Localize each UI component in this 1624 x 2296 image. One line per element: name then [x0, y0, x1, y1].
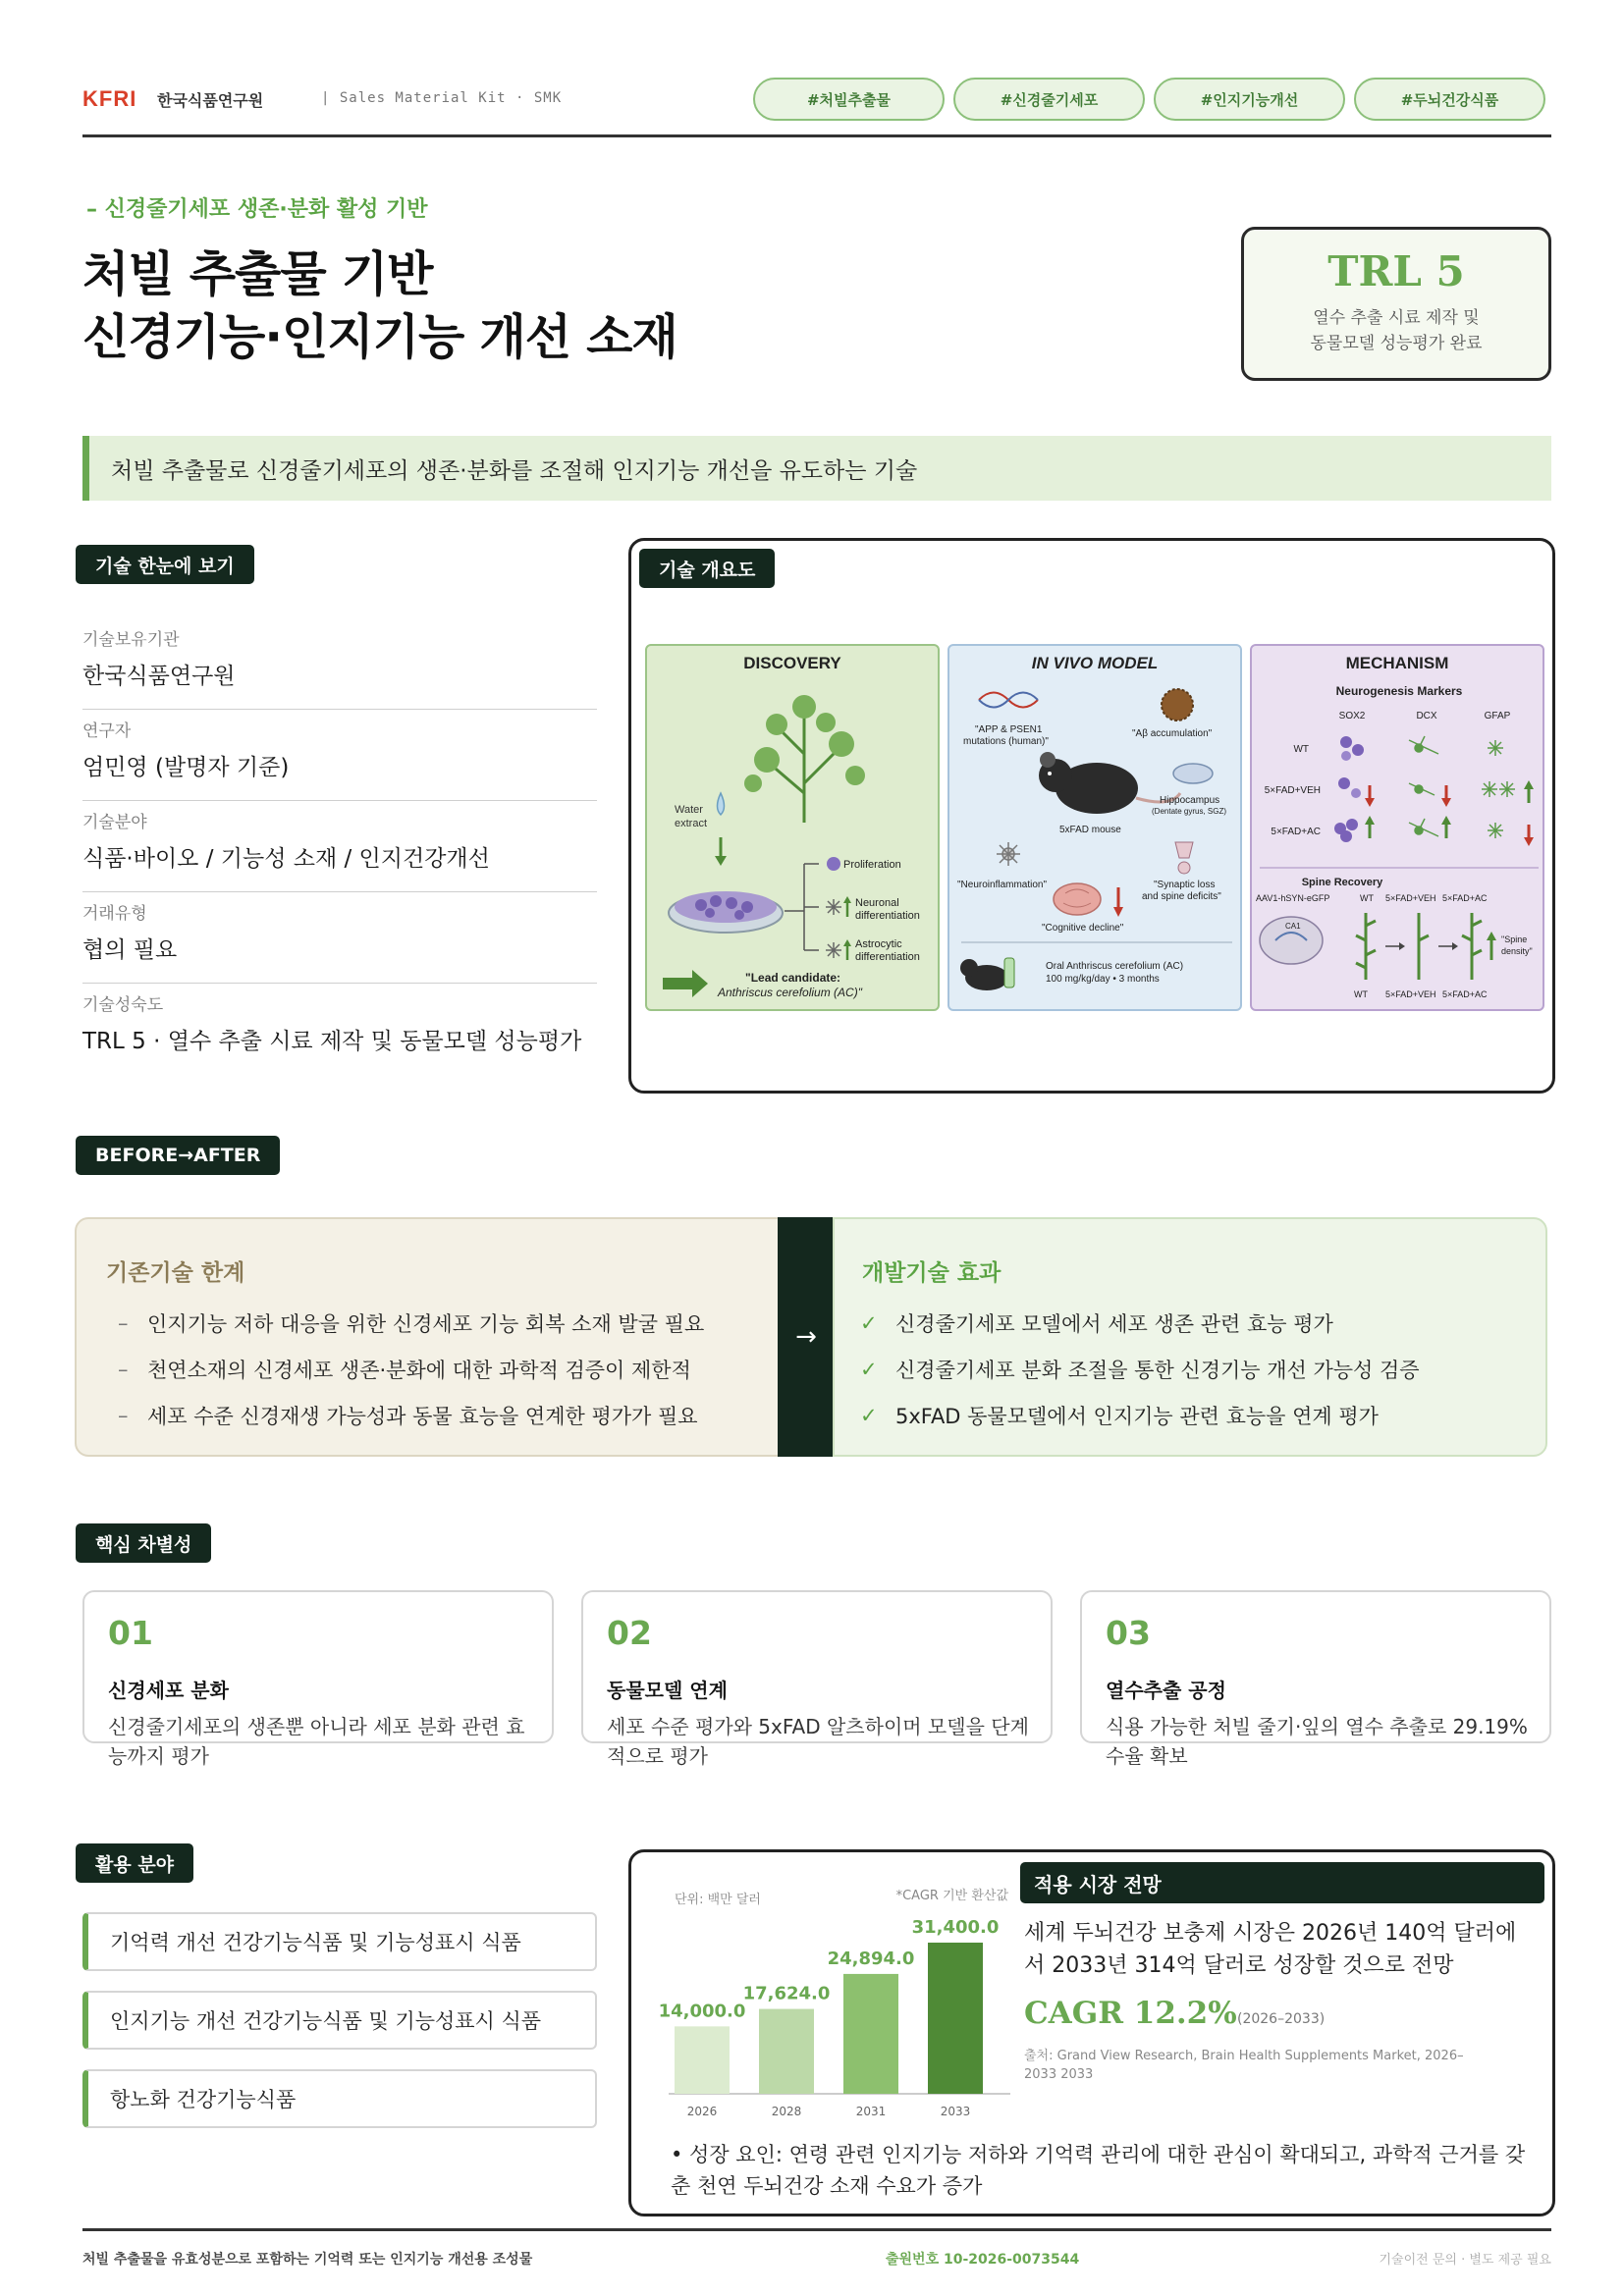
info-row — [82, 801, 597, 892]
info-row — [82, 618, 597, 710]
neuronal-label: Neuronal — [855, 897, 899, 909]
market-box — [628, 1849, 1555, 2216]
overview-figure — [645, 644, 1544, 1011]
section-label-overview: 기술 개요도 — [639, 549, 775, 588]
hashtag-chip[interactable]: #처빌추출물 — [753, 78, 945, 121]
card-description: 식용 가능한 처빌 줄기·잎의 열수 추출로 29.19% 수율 확보 — [1106, 1715, 1528, 1768]
chart-bar — [675, 2026, 730, 2094]
spine-col-label: 5×FAD+AC — [1442, 893, 1488, 903]
row-label: 5×FAD+VEH — [1264, 785, 1321, 796]
page-header — [82, 73, 1551, 137]
footer-application-number: 출원번호 10-2026-0073544 — [886, 2252, 1080, 2268]
info-key: 기술보유기관 — [82, 630, 180, 650]
extract-label: extract — [675, 818, 708, 829]
list-item — [860, 1346, 1420, 1392]
application-item: 항노화 건강기능식품 — [82, 2069, 597, 2128]
microglia-icon — [997, 842, 1020, 866]
spine-col-label: 5×FAD+VEH — [1385, 893, 1436, 903]
check-icon: ✓ — [860, 1357, 878, 1381]
card-number: 01 — [108, 1614, 153, 1652]
card-description: 신경줄기세포의 생존뿐 아니라 세포 분화 관련 효능까지 평가 — [108, 1715, 525, 1768]
before-after-panel — [75, 1217, 1547, 1457]
info-key: 거래유형 — [82, 904, 147, 924]
astrocytic-label: Astrocytic — [855, 938, 902, 950]
hashtag-chip[interactable]: #인지기능개선 — [1154, 78, 1345, 121]
in-vivo-panel — [947, 644, 1242, 1011]
hashtag-chip[interactable]: #두뇌건강식품 — [1354, 78, 1545, 121]
abeta-label: "Aβ accumulation" — [1132, 728, 1213, 739]
markers-label: Neurogenesis Markers — [1335, 684, 1463, 698]
petri-dish-icon — [669, 891, 783, 933]
market-description: 세계 두뇌건강 보충제 시장은 2026년 140억 달러에서 2033년 314억 달러로 성장할 것으로 전망 — [1024, 1921, 1517, 1978]
lead-arrow-icon — [663, 970, 708, 997]
cagr-period: (2026–2033) — [1237, 2011, 1326, 2027]
chart-value-label: 14,000.0 — [658, 2001, 746, 2022]
chart-value-label: 17,624.0 — [742, 1983, 831, 2004]
synapse-icon — [1175, 842, 1193, 874]
application-list — [82, 1912, 597, 2148]
after-title: 개발기술 효과 — [862, 1260, 1001, 1286]
discovery-panel — [645, 644, 940, 1011]
list-item-text: 신경줄기세포 분화 조절을 통한 신경기능 개선 가능성 검증 — [895, 1358, 1420, 1382]
trl-description — [1244, 305, 1548, 356]
hashtag-list — [753, 78, 1545, 121]
differentiation-label: differentiation — [855, 951, 920, 963]
spine-label: Spine Recovery — [1301, 877, 1383, 888]
market-source: 출처: Grand View Research, Brain Health Supplements Market, 2026–2033 2033 — [1024, 2049, 1464, 2082]
info-key: 연구자 — [82, 721, 132, 741]
growth-driver: • 성장 요인: 연령 관련 인지기능 저하와 기억력 관리에 대한 관심이 확대되고, 과학적 근거를 갖춘 천연 두뇌건강 소재 수요가 증가 — [671, 2143, 1526, 2198]
panel-title: IN VIVO MODEL — [1031, 654, 1159, 672]
amyloid-plaque-icon — [1162, 689, 1193, 721]
density-label: density" — [1501, 946, 1533, 956]
summary-banner: 처빌 추출물로 신경줄기세포의 생존·분화를 조절해 인지기능 개선을 유도하는 기술 — [82, 436, 1551, 501]
brain-icon — [1054, 883, 1101, 915]
list-item — [860, 1392, 1420, 1438]
info-value: 식품·바이오 / 기능성 소재 / 인지건강개선 — [82, 846, 490, 872]
lead-species-label: Anthriscus cerefolium (AC)" — [718, 986, 862, 999]
info-key: 기술성숙도 — [82, 995, 164, 1015]
section-label-before-after: BEFORE→AFTER — [76, 1136, 280, 1175]
section-label-differentiators: 핵심 차별성 — [76, 1523, 211, 1563]
differentiator-card — [1080, 1590, 1551, 1768]
differentiator-card — [581, 1590, 1053, 1768]
col-label: SOX2 — [1338, 711, 1366, 721]
card-title: 신경세포 분화 — [108, 1679, 229, 1702]
trl-line: 동물모델 성능평가 완료 — [1310, 334, 1483, 353]
before-title: 기존기술 한계 — [106, 1260, 245, 1286]
trl-line: 열수 추출 시료 제작 및 — [1313, 308, 1480, 328]
chart-unit-note: 단위: 백만 달러 — [675, 1893, 761, 1907]
list-item-text: 인지기능 저하 대응을 위한 신경세포 기능 회복 소재 발굴 필요 — [147, 1311, 705, 1336]
application-item: 인지기능 개선 건강기능식품 및 기능성표시 식품 — [82, 1991, 597, 2050]
lead-label: "Lead candidate: — [745, 971, 841, 985]
dash-icon: – — [118, 1357, 129, 1381]
hippocampus-icon — [1173, 764, 1213, 783]
ca1-label: CA1 — [1285, 922, 1301, 931]
hippocampus-label: Hippocampus — [1160, 795, 1220, 806]
chart-bar — [843, 1974, 898, 2094]
inflammation-label: "Neuroinflammation" — [957, 880, 1048, 890]
market-bar-chart — [641, 1852, 1026, 2133]
oral-dosing-icon — [960, 958, 1014, 990]
col-label: DCX — [1416, 711, 1437, 721]
list-item-text: 천연소재의 신경세포 생존·분화에 대한 과학적 검증이 제한적 — [147, 1358, 691, 1382]
hippocampus-sub-label: (Dentate gyrus, SGZ) — [1152, 807, 1227, 816]
cagr-value: CAGR 12.2% — [1024, 1996, 1237, 2031]
title-line: 처빌 추출물 기반 — [82, 246, 433, 302]
chart-tick-label: 2028 — [771, 2105, 802, 2118]
gfap-astrocytes — [1482, 740, 1515, 838]
section-label-applications: 활용 분야 — [76, 1843, 193, 1883]
info-value: 협의 필요 — [82, 937, 178, 963]
check-icon: ✓ — [860, 1310, 878, 1335]
trl-badge — [1241, 227, 1551, 381]
list-item-text: 5xFAD 동물모델에서 인지기능 관련 효능을 연계 평가 — [895, 1404, 1379, 1428]
list-item — [118, 1392, 704, 1438]
chart-cagr-note: *CAGR 기반 환산값 — [895, 1889, 1008, 1903]
spine-col-label: 5×FAD+VEH — [1385, 989, 1436, 999]
kfri-logo: KFRI — [82, 86, 137, 111]
mechanism-panel — [1250, 644, 1544, 1011]
trl-level: TRL 5 — [1327, 247, 1465, 295]
app-label: "APP & PSEN1 — [975, 724, 1043, 735]
after-box — [833, 1217, 1547, 1457]
plant-icon — [744, 695, 865, 823]
panel-title: MECHANISM — [1345, 654, 1449, 672]
list-item — [118, 1300, 704, 1346]
card-number: 03 — [1106, 1614, 1151, 1652]
dash-icon: – — [118, 1403, 129, 1427]
water-label: Water — [675, 804, 703, 816]
list-item-text: 세포 수준 신경재생 가능성과 동물 효능을 연계한 평가가 필요 — [147, 1404, 698, 1428]
chart-bar — [928, 1943, 983, 2094]
mouse-label: 5xFAD mouse — [1059, 825, 1121, 835]
section-label-glance: 기술 한눈에 보기 — [76, 545, 254, 584]
list-item-text: 신경줄기세포 모델에서 세포 생존 관련 효능 평가 — [895, 1311, 1333, 1336]
overview-box — [628, 538, 1555, 1094]
card-number: 02 — [607, 1614, 652, 1652]
chart-bar — [759, 2009, 814, 2094]
chart-tick-label: 2033 — [940, 2105, 971, 2118]
density-label: "Spine — [1501, 934, 1528, 944]
info-value: 엄민영 (발명자 기준) — [82, 755, 290, 780]
card-description: 세포 수준 평가와 5xFAD 알츠하이머 모델을 단계적으로 평가 — [607, 1715, 1029, 1768]
card-title: 동물모델 연계 — [607, 1679, 728, 1702]
arrow-right-icon: → — [778, 1217, 835, 1457]
chart-tick-label: 2026 — [686, 2105, 718, 2118]
kit-label: | Sales Material Kit · SMK — [321, 90, 563, 106]
dash-icon: – — [118, 1310, 129, 1335]
cognitive-label: "Cognitive decline" — [1042, 923, 1124, 934]
chart-value-label: 24,894.0 — [827, 1948, 915, 1969]
eyebrow-text: – 신경줄기세포 생존·분화 활성 기반 — [86, 197, 428, 222]
spine-col-label: 5×FAD+AC — [1442, 989, 1488, 999]
water-drop-icon — [718, 793, 725, 815]
org-name: 한국식품연구원 — [157, 91, 264, 110]
row-label: 5×FAD+AC — [1271, 827, 1321, 837]
footer-invention-title: 처빌 추출물을 유효성분으로 포함하는 기억력 또는 인지기능 개선용 조성물 — [82, 2252, 533, 2268]
list-item — [118, 1346, 704, 1392]
sox2-cells — [1334, 736, 1364, 842]
mechanism-illustration — [1252, 646, 1546, 1013]
dose-label: 100 mg/kg/day • 3 months — [1046, 974, 1160, 985]
info-row — [82, 710, 597, 801]
footer-contact: 기술이전 문의 · 별도 제공 필요 — [1379, 2253, 1551, 2268]
proliferation-label: Proliferation — [843, 859, 901, 871]
aav-label: AAV1-hSYN-eGFP — [1256, 893, 1330, 903]
spine-col-label: WT — [1354, 989, 1368, 999]
info-row — [82, 984, 597, 1075]
differentiator-cards — [82, 1590, 1551, 1768]
application-item: 기억력 개선 건강기능식품 및 기능성표시 식품 — [82, 1912, 597, 1971]
oral-label: Oral Anthriscus cerefolium (AC) — [1046, 961, 1184, 972]
synaptic-label: "Synaptic loss — [1154, 880, 1216, 890]
info-row — [82, 892, 597, 984]
card-title: 열수추출 공정 — [1106, 1679, 1226, 1702]
section-label-market: 적용 시장 전망 — [1020, 1862, 1544, 1903]
hashtag-chip[interactable]: #신경줄기세포 — [953, 78, 1145, 121]
discovery-illustration — [647, 646, 942, 1013]
dcx-neurons — [1409, 736, 1438, 836]
after-list — [860, 1300, 1420, 1438]
app-label: mutations (human)" — [963, 736, 1049, 747]
row-label: WT — [1293, 744, 1309, 755]
col-label: GFAP — [1484, 711, 1511, 721]
info-value: TRL 5 · 열수 추출 시료 제작 및 동물모델 성능평가 — [82, 1029, 582, 1054]
dendrite-spines — [1356, 913, 1482, 980]
chart-value-label: 31,400.0 — [911, 1917, 1000, 1938]
page-title — [82, 243, 677, 369]
chart-tick-label: 2031 — [855, 2105, 887, 2118]
tech-info-list — [82, 618, 597, 1075]
synaptic-label: and spine deficits" — [1142, 891, 1221, 902]
spine-col-label: WT — [1360, 893, 1374, 903]
panel-title: DISCOVERY — [743, 654, 841, 672]
dna-icon — [979, 693, 1038, 708]
list-item — [860, 1300, 1420, 1346]
check-icon: ✓ — [860, 1403, 878, 1427]
before-box — [75, 1217, 780, 1457]
title-line: 신경기능·인지기능 개선 소재 — [82, 309, 677, 365]
differentiator-card — [82, 1590, 554, 1768]
info-value: 한국식품연구원 — [82, 664, 236, 689]
in-vivo-illustration — [949, 646, 1244, 1013]
info-key: 기술분야 — [82, 813, 147, 832]
before-list — [118, 1300, 704, 1438]
differentiation-label: differentiation — [855, 910, 920, 922]
page-footer — [82, 2228, 1551, 2268]
